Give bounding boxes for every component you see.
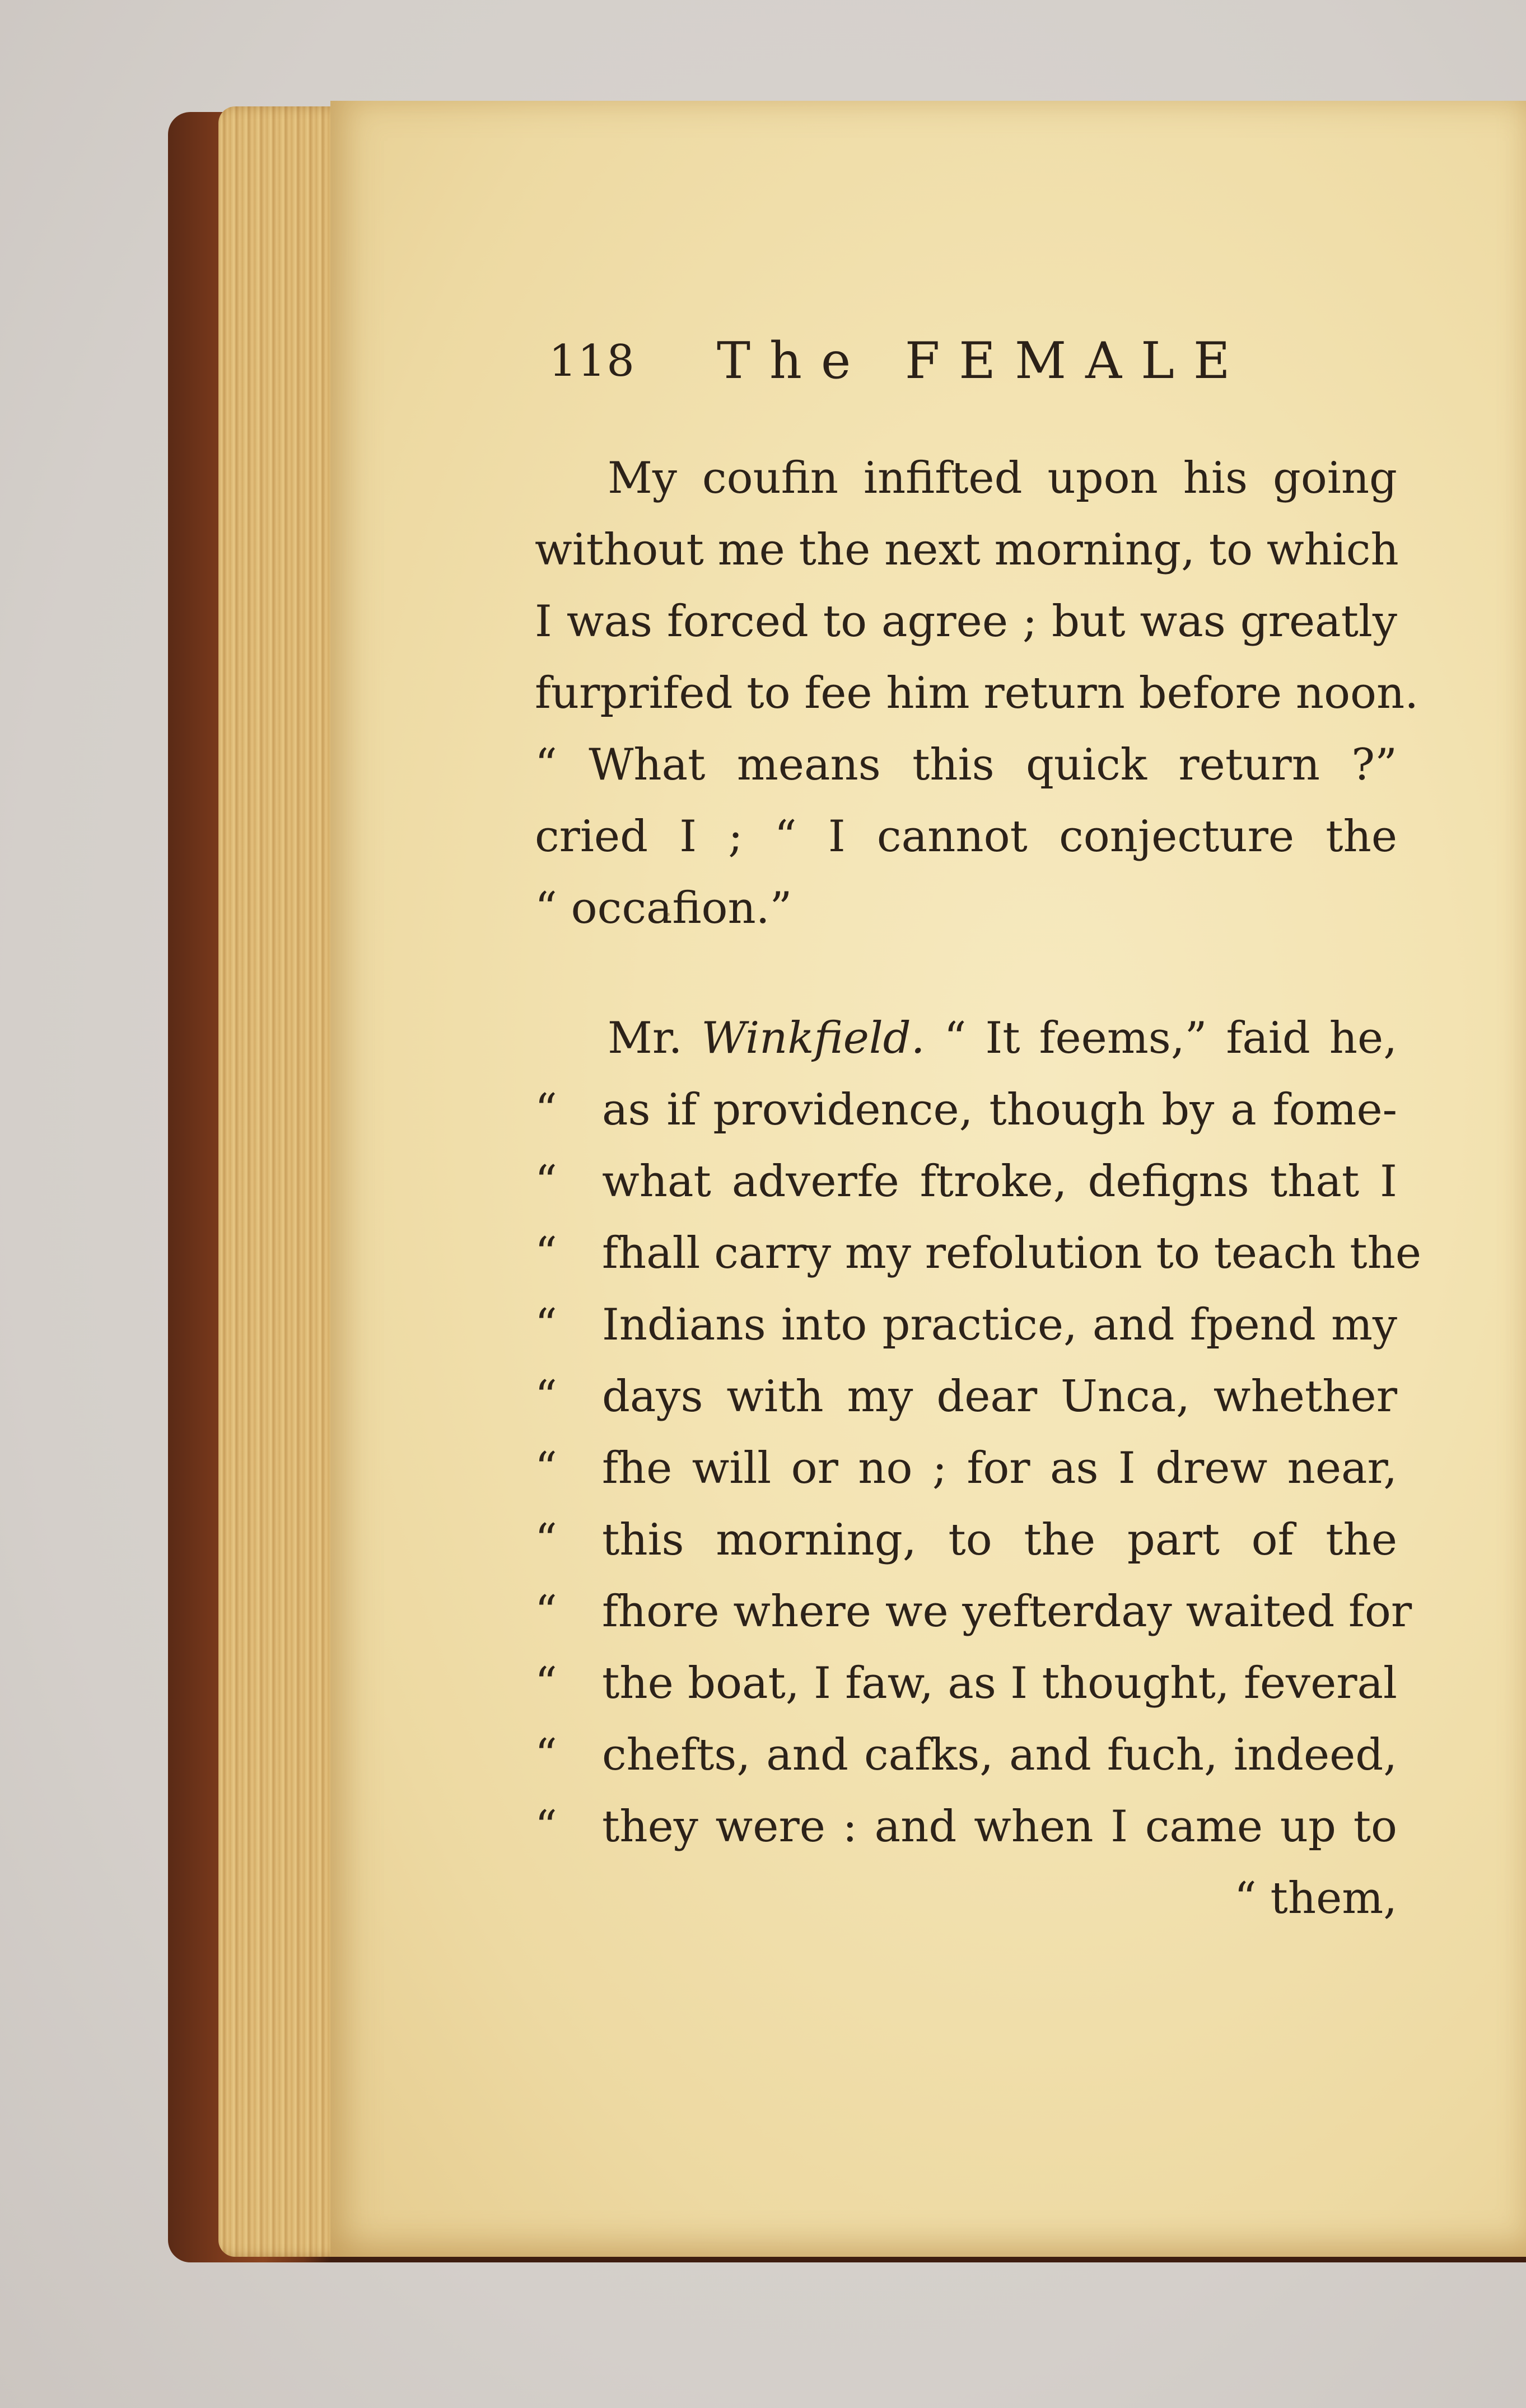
line-text: fhe will or no ; for as I drew near, [602,1443,1397,1494]
paragraph-2 [535,1002,1422,1934]
text-line [535,1074,1397,1146]
catchword: “ them, [1234,1873,1397,1924]
quote-mark: “ [535,1371,557,1422]
text-line: My coufin infifted upon his going [608,453,1397,503]
line-text: fhall carry my refolution to teach the [602,1228,1422,1278]
text-line [535,1361,1397,1432]
line-text: Indians into practice, and fpend my [602,1300,1397,1350]
line-text: days with my dear Unca, whether [602,1371,1397,1422]
text-line [535,1719,1397,1791]
quote-mark: “ [535,1156,557,1207]
line-text: the boat, I faw, as I thought, feveral [602,1658,1397,1709]
line-text: chefts, and cafks, and fuch, indeed, [602,1730,1397,1780]
text-line: I was forced to agree ; but was greatly [535,596,1397,647]
text-line: furprifed to fee him return before noon. [535,668,1419,718]
text-line [535,1146,1397,1217]
quote-mark: “ [535,1228,557,1278]
text-line [535,1289,1397,1361]
quote-mark: “ [535,1443,557,1494]
text-line: “ occafion.” [535,883,792,934]
text-line [535,1791,1397,1863]
running-head [549,328,1277,395]
quote-mark: “ [535,1658,557,1709]
line-text: fhore where we yefterday waited for [602,1586,1412,1637]
line-text: this morning, to the part of the [602,1515,1397,1565]
text-line [535,1504,1397,1576]
paragraph-1 [535,442,1419,944]
line-text: what adverfe ftroke, defigns that I [602,1156,1397,1207]
text-line: cried I ; “ I cannot conjecture the [535,811,1397,862]
page-number: 118 [549,336,636,386]
running-title: The FEMALE [717,332,1249,390]
quote-mark: “ [535,1586,557,1637]
quote-mark: “ [535,1730,557,1780]
speaker-quote: “ It feems,” faid he, [944,1013,1397,1063]
line-text: as if providence, though by a fome- [602,1085,1397,1135]
quote-mark: “ [535,1085,557,1135]
quote-mark: “ [535,1802,557,1852]
speaker-name: Winkfield. [701,1013,925,1063]
quote-mark: “ [535,1300,557,1350]
text-line: without me the next morning, to which [535,525,1399,575]
text-line [535,1648,1397,1719]
text-line-speaker [535,1002,1397,1074]
quote-mark: “ [535,1515,557,1565]
text-line [535,1217,1422,1289]
text-line [535,1576,1412,1648]
text-line [535,1432,1397,1504]
line-text: they were : and when I came up to [602,1802,1397,1852]
text-line: “ What means this quick return ?” [535,740,1397,790]
speaker-title: Mr. [608,1013,683,1063]
